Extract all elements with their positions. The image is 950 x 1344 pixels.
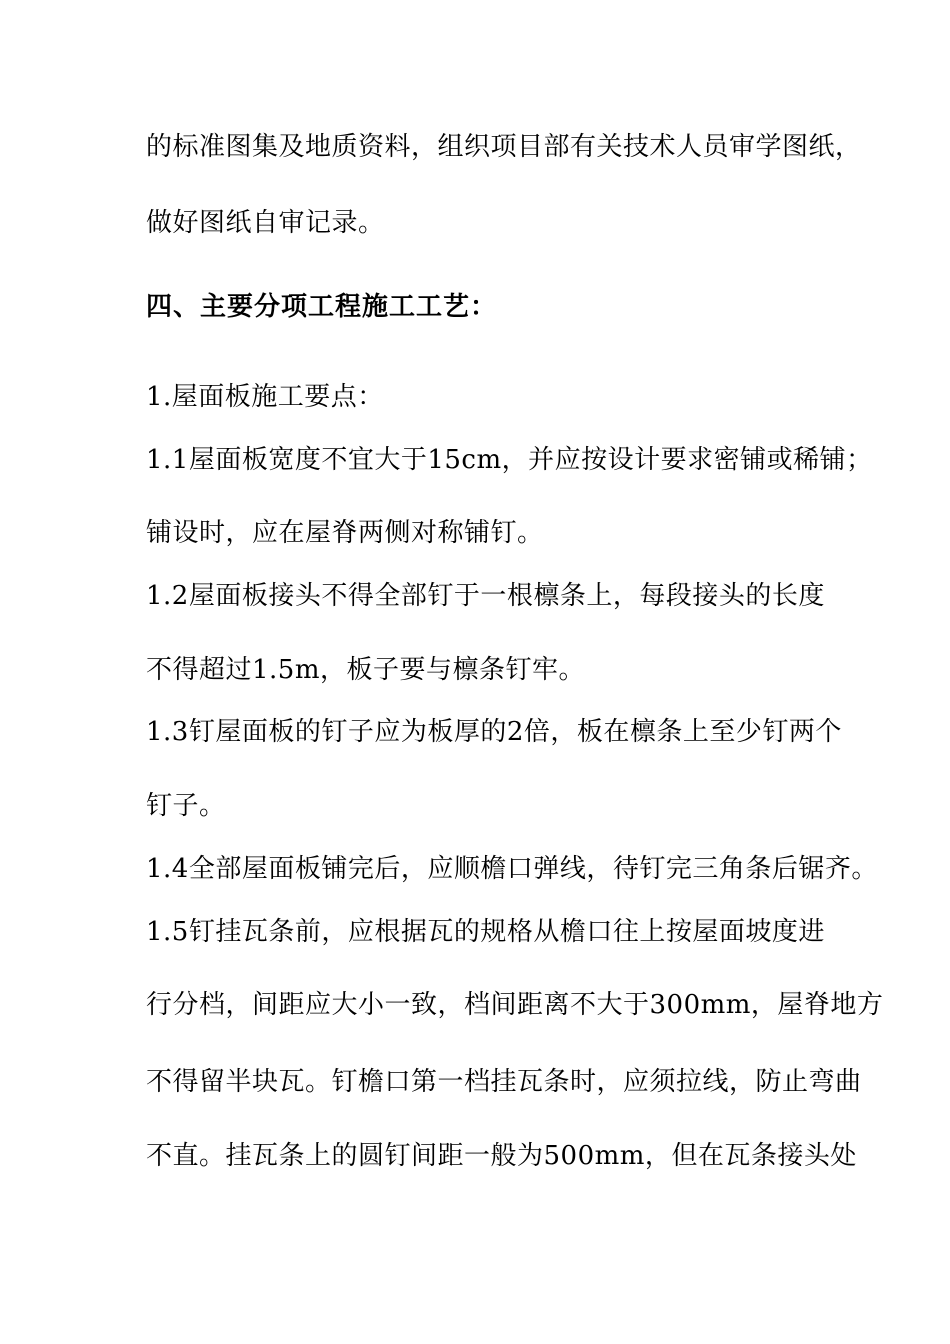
paragraph-line: 不得留半块瓦。钉檐口第一档挂瓦条时，应须拉线，防止弯曲 — [146, 1067, 862, 1097]
paragraph-line: 铺设时，应在屋脊两侧对称铺钉。 — [146, 518, 544, 548]
paragraph-line: 不直。挂瓦条上的圆钉间距一般为500mm，但在瓦条接头处 — [146, 1141, 857, 1171]
paragraph-line: 1.5钉挂瓦条前，应根据瓦的规格从檐口往上按屋面坡度进 — [146, 917, 825, 947]
subsection-title: 1.屋面板施工要点： — [146, 382, 384, 412]
paragraph-line: 1.1屋面板宽度不宜大于15cm，并应按设计要求密铺或稀铺； — [146, 445, 873, 475]
paragraph-line: 1.3钉屋面板的钉子应为板厚的2倍，板在檩条上至少钉两个 — [146, 717, 842, 747]
paragraph-line: 行分档，间距应大小一致，档间距离不大于300mm，屋脊地方 — [146, 990, 884, 1020]
section-heading: 四、主要分项工程施工工艺： — [146, 292, 498, 322]
paragraph-line: 1.4全部屋面板铺完后，应顺檐口弹线，待钉完三角条后锯齐。 — [146, 854, 878, 884]
paragraph-line: 做好图纸自审记录。 — [146, 208, 385, 238]
paragraph-line: 不得超过1.5m，板子要与檩条钉牢。 — [146, 655, 586, 685]
paragraph-line: 1.2屋面板接头不得全部钉于一根檩条上，每段接头的长度 — [146, 581, 825, 611]
paragraph-line: 的标准图集及地质资料，组织项目部有关技术人员审学图纸， — [146, 132, 862, 162]
paragraph-line: 钉子。 — [146, 791, 226, 821]
